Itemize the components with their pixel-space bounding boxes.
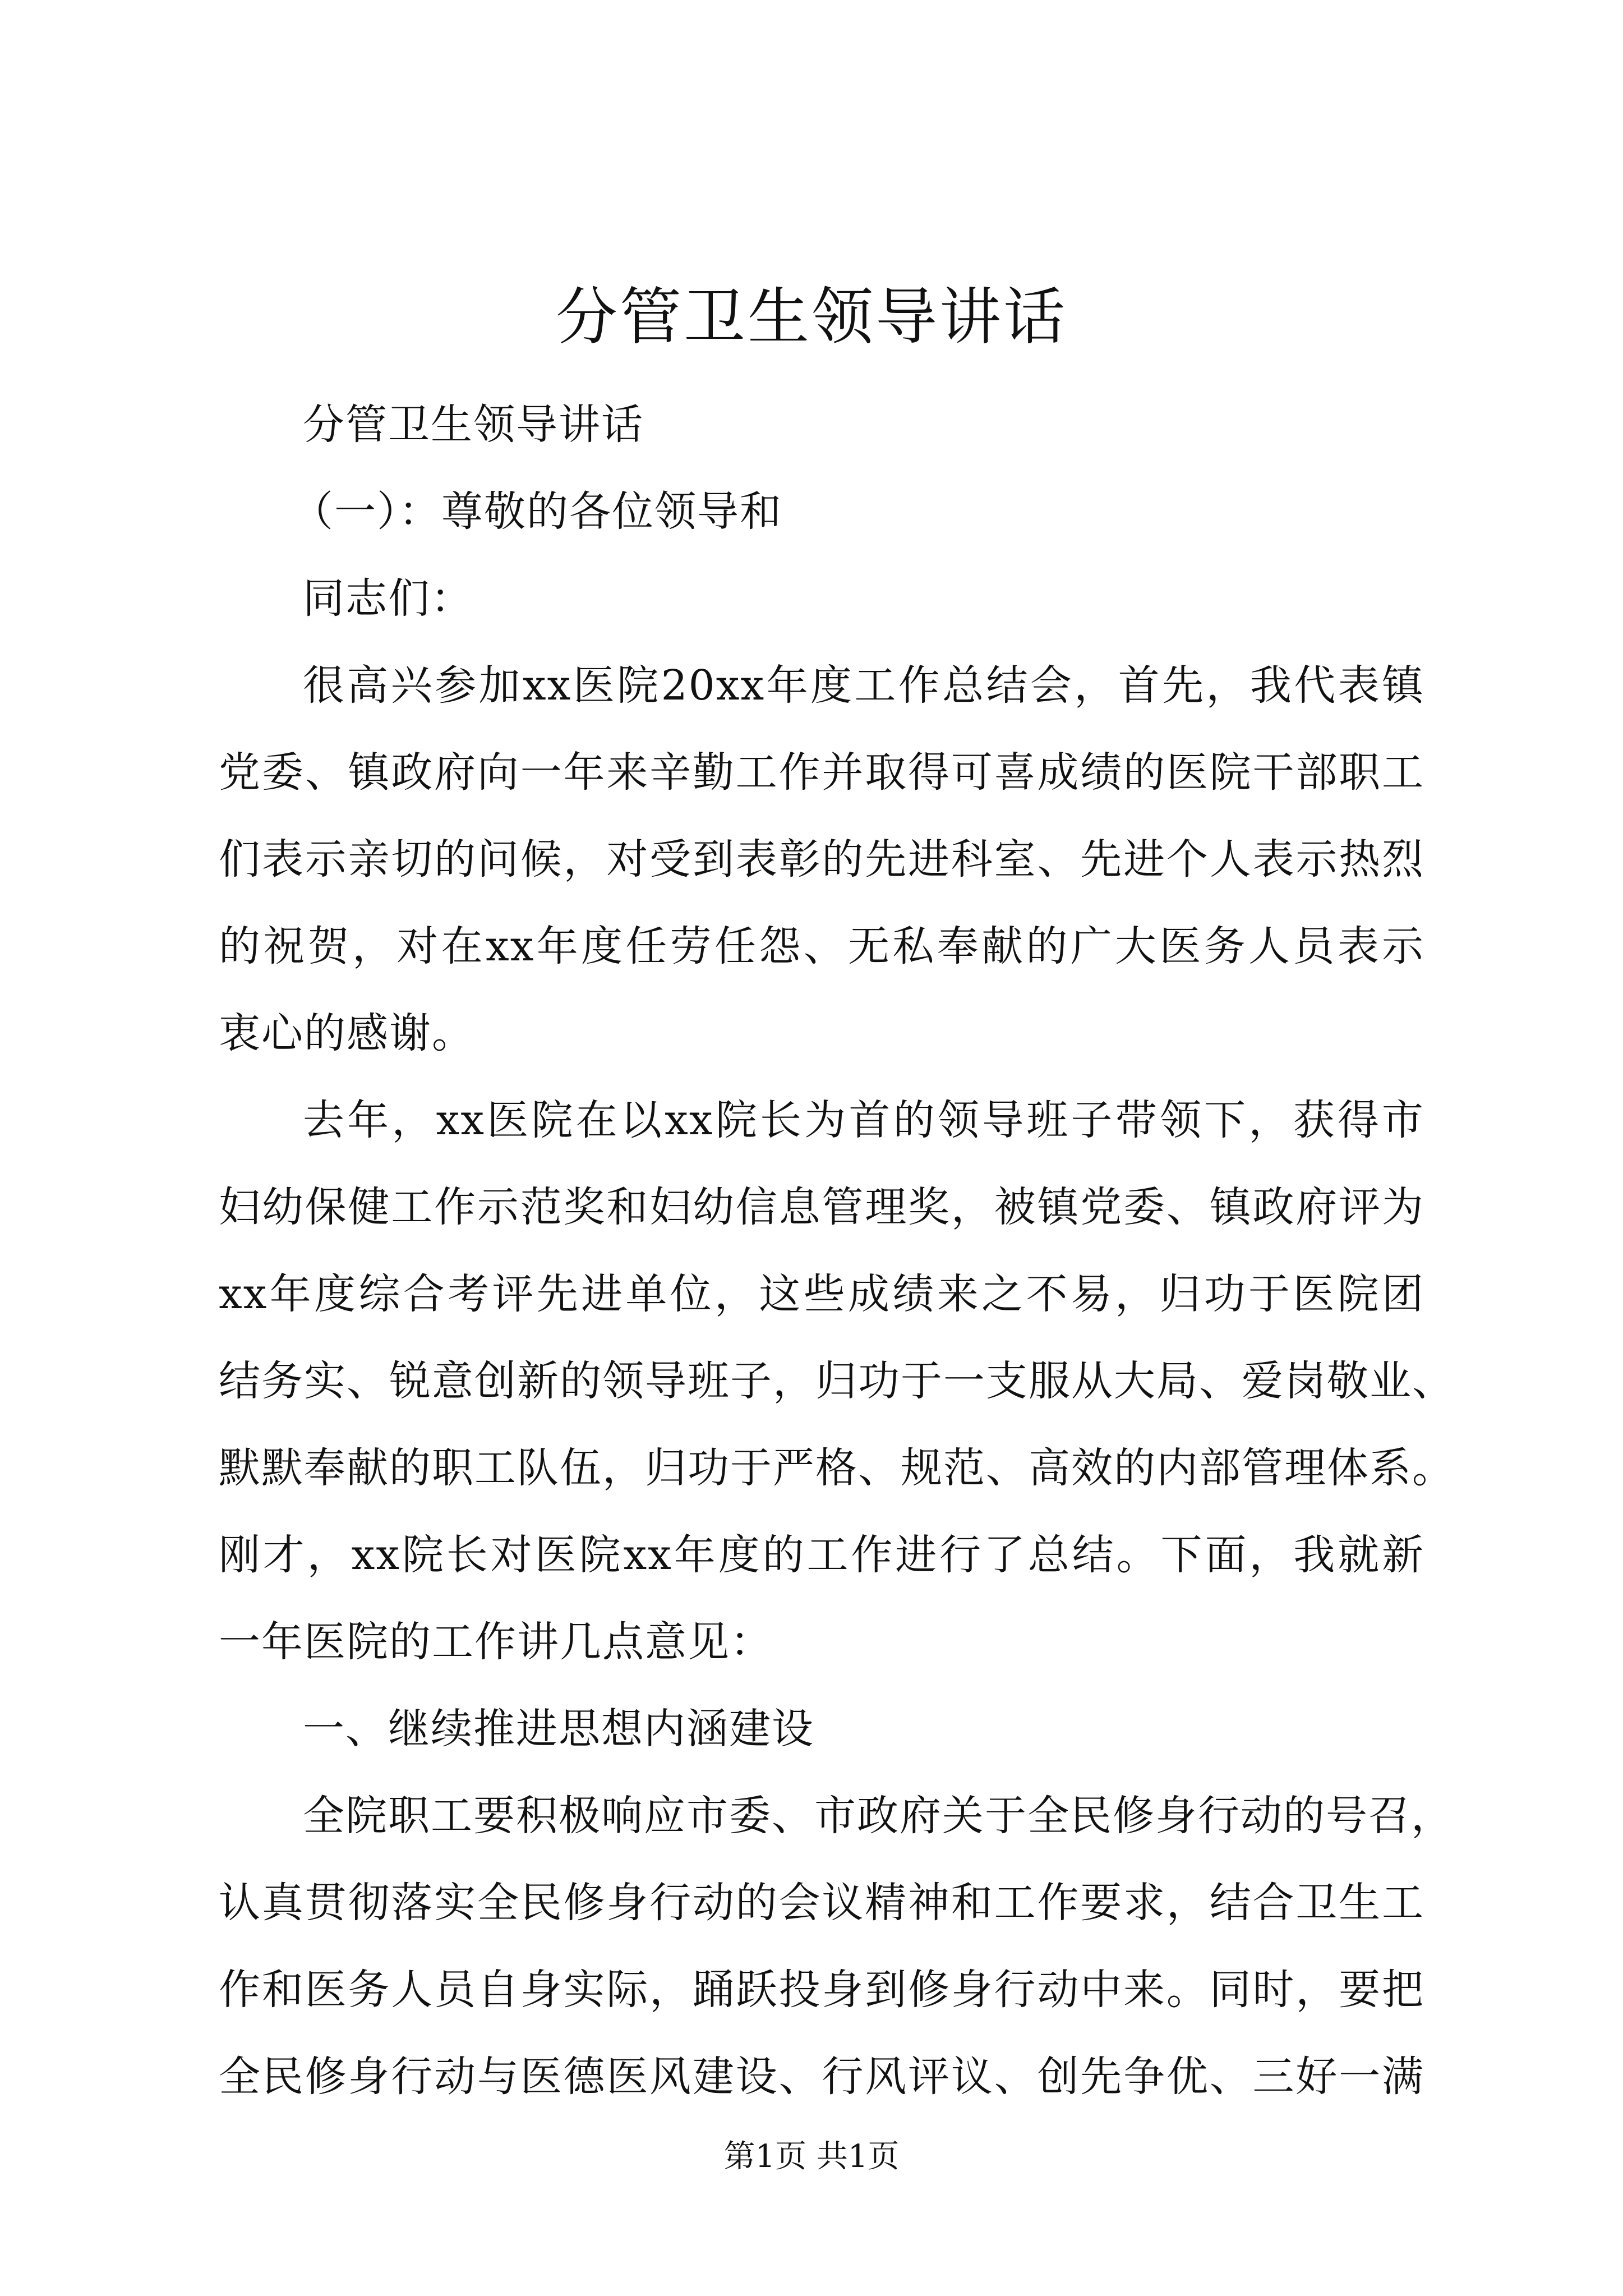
paragraph-line: 党委、镇政府向一年来辛勤工作并取得可喜成绩的医院干部职工 — [219, 748, 1424, 797]
paragraph-line: 妇幼保健工作示范奖和妇幼信息管理奖，被镇党委、镇政府评为 — [219, 1183, 1424, 1231]
paragraph-line: （一）：尊敬的各位领导和 — [292, 487, 782, 536]
paragraph-line: 认真贯彻落实全民修身行动的会议精神和工作要求，结合卫生工 — [219, 1879, 1424, 1927]
paragraph-line: 分管卫生领导讲话 — [303, 401, 644, 449]
paragraph-line: 一年医院的工作讲几点意见： — [219, 1618, 773, 1666]
paragraph-line: 作和医务人员自身实际，踊跃投身到修身行动中来。同时，要把 — [219, 1966, 1424, 2014]
paragraph-line: 的祝贺，对在xx年度任劳任怨、无私奉献的广大医务人员表示 — [219, 922, 1424, 970]
paragraph-line: 衷心的感谢。 — [219, 1009, 474, 1057]
paragraph-line: 同志们： — [303, 574, 473, 623]
paragraph-line: 去年，xx医院在以xx院长为首的领导班子带领下，获得市 — [303, 1096, 1424, 1144]
section-heading: 一、继续推进思想内涵建设 — [303, 1705, 814, 1753]
document-body — [219, 381, 1455, 2120]
document-title: 分管卫生领导讲话 — [556, 281, 1067, 353]
paragraph-line: xx年度综合考评先进单位，这些成绩来之不易，归功于医院团 — [219, 1270, 1424, 1318]
paragraph-line: 全院职工要积极响应市委、市政府关于全民修身行动的号召， — [303, 1792, 1454, 1840]
paragraph-line: 默默奉献的职工队伍，归功于严格、规范、高效的内部管理体系。 — [219, 1444, 1455, 1492]
paragraph-line: 很高兴参加xx医院20xx年度工作总结会，首先，我代表镇 — [303, 661, 1424, 710]
paragraph-line: 结务实、锐意创新的领导班子，归功于一支服从大局、爱岗敬业、 — [219, 1357, 1455, 1405]
paragraph-line: 们表示亲切的问候，对受到表彰的先进科室、先进个人表示热烈 — [219, 835, 1424, 884]
page-footer: 第1页 共1页 — [723, 2138, 900, 2175]
paragraph-line: 全民修身行动与医德医风建设、行风评议、创先争优、三好一满 — [219, 2053, 1424, 2101]
paragraph-line: 刚才，xx院长对医院xx年度的工作进行了总结。下面，我就新 — [219, 1531, 1424, 1579]
